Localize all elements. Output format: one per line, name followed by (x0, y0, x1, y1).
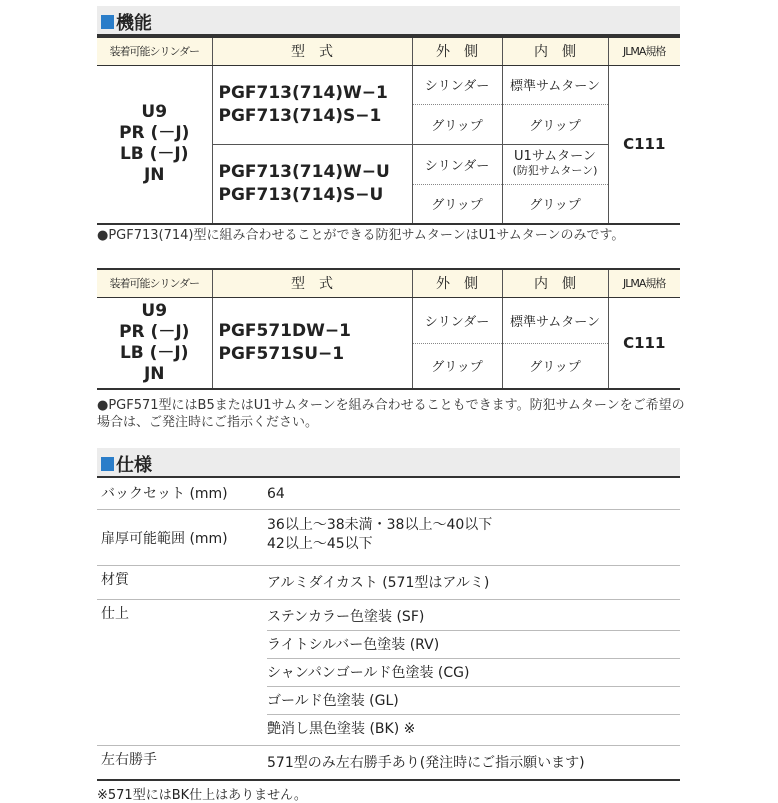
square-bullet-icon (101, 15, 114, 29)
inside-cell: 標準サムターン (502, 297, 608, 343)
model-group-1: PGF713(714)W−1 PGF713(714)S−1 (212, 65, 412, 144)
outside-cell: グリップ (412, 104, 502, 144)
cylinder-list: U9 PR (－J) LB (－J) JN (119, 300, 190, 384)
header-outside: 外 側 (412, 37, 502, 65)
header-cylinder: 装着可能シリンダー (97, 37, 212, 65)
outside-cell: シリンダー (412, 144, 502, 184)
section-header-specs (97, 448, 680, 478)
outside-cell: グリップ (412, 184, 502, 224)
spec-value: 艶消し黒色塗装 (BK) ※ (267, 721, 416, 737)
section-header-features (97, 6, 680, 36)
outside-cell: グリップ (412, 343, 502, 389)
section-title: 仕様 (116, 455, 152, 476)
outside-cell: シリンダー (412, 65, 502, 104)
spec-label: 材質 (101, 572, 129, 588)
spec-value: 64 (267, 486, 285, 502)
features-table-1 (97, 36, 680, 225)
header-model: 型 式 (212, 37, 412, 65)
model-group: PGF571DW−1 PGF571SU−1 (212, 297, 412, 389)
spec-row (97, 510, 680, 566)
spec-row (97, 566, 680, 600)
spec-value: アルミダイカスト (571型はアルミ) (267, 575, 490, 591)
spec-label: 扉厚可能範囲 (mm) (101, 531, 228, 547)
spec-value: 36以上～38未満・38以上～40以下 42以上～45以下 (267, 517, 493, 552)
outside-cell: シリンダー (412, 297, 502, 343)
note-1: ●PGF713(714)型に組み合わせることができる防犯サムターンはU1サムターンのみです。 (97, 228, 625, 243)
inside-cell: 標準サムターン (502, 65, 608, 104)
header-cylinder: 装着可能シリンダー (97, 269, 212, 297)
spec-row (97, 480, 680, 510)
inside-cell: グリップ (502, 104, 608, 144)
jlma-cell: C111 (608, 65, 680, 224)
inside-cell: グリップ (502, 184, 608, 224)
spec-value: ゴールド色塗装 (GL) (267, 687, 680, 715)
features-table-2 (97, 268, 680, 390)
spec-label: バックセット (mm) (101, 486, 228, 502)
spec-row (97, 746, 680, 781)
spec-table (97, 480, 680, 803)
spec-value: 571型のみ左右勝手あり(発注時にご指示願います) (267, 755, 585, 771)
square-bullet-icon (101, 457, 114, 471)
spec-value: ライトシルバー色塗装 (RV) (267, 631, 680, 659)
header-inside: 内 側 (502, 37, 608, 65)
spec-value: シャンパンゴールド色塗装 (CG) (267, 659, 680, 687)
spec-row (97, 600, 680, 746)
note-2: ●PGF571型にはB5またはU1サムターンを組み合わせることもできます。防犯サムターンをご希望の場合は、ご発注時にご指示ください。 (97, 398, 685, 430)
header-jlma: JLMA規格 (608, 269, 680, 297)
spec-footnote: ※571型にはBK仕上はありません。 (97, 788, 307, 803)
header-model: 型 式 (212, 269, 412, 297)
section-title: 機能 (116, 13, 152, 34)
spec-value: ステンカラー色塗装 (SF) (267, 603, 680, 631)
header-inside: 内 側 (502, 269, 608, 297)
inside-cell: グリップ (502, 343, 608, 389)
jlma-cell: C111 (608, 297, 680, 389)
header-jlma: JLMA規格 (608, 37, 680, 65)
cylinder-list: U9 PR (－J) LB (－J) JN (119, 102, 190, 186)
spec-label: 仕上 (101, 606, 129, 622)
header-outside: 外 側 (412, 269, 502, 297)
spec-label: 左右勝手 (101, 752, 157, 768)
inside-cell: U1サムターン (防犯サムターン) (502, 144, 608, 184)
model-group-2: PGF713(714)W−U PGF713(714)S−U (212, 144, 412, 224)
